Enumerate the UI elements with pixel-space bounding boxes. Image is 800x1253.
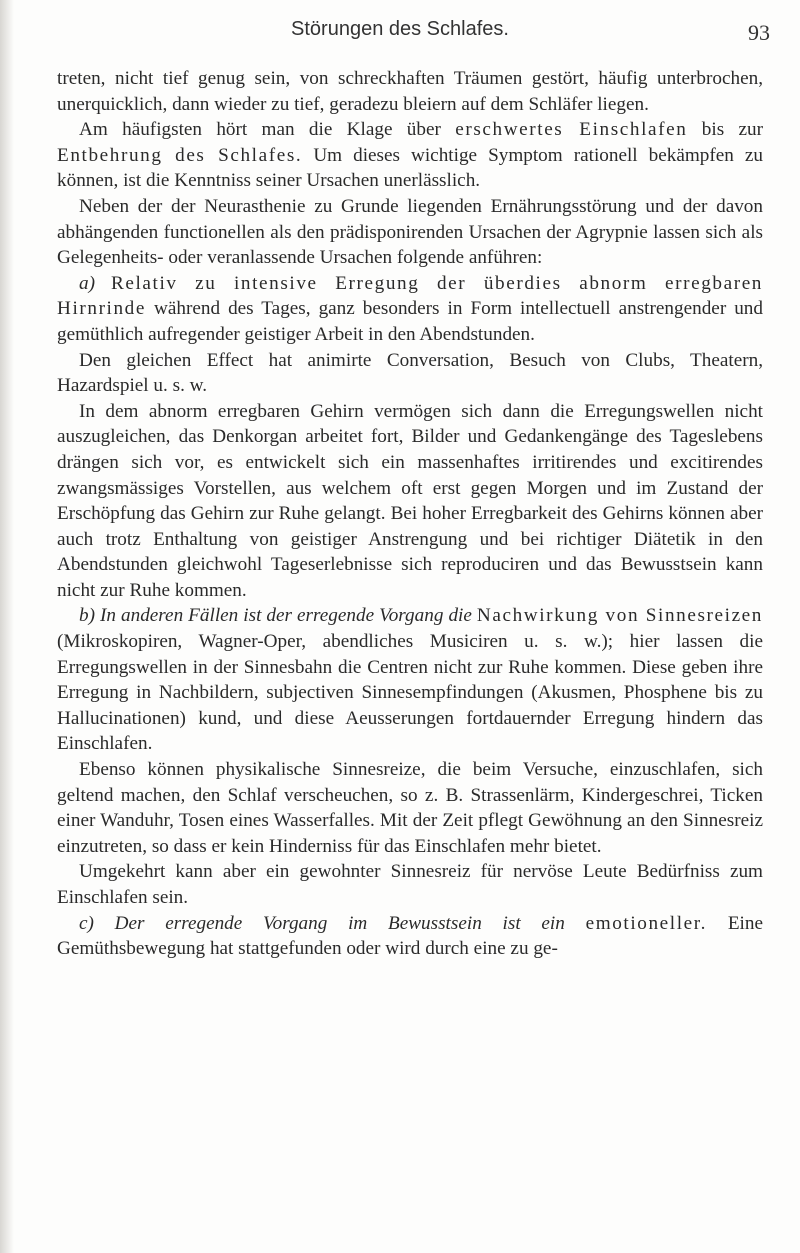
- paragraph-same-effect: [57, 348, 763, 399]
- body-text: [57, 66, 763, 962]
- emphasis-term: Nachwirkung von Sinnesreizen: [476, 605, 763, 627]
- paragraph-habitual-stimulus: [57, 859, 763, 910]
- paragraph-causes-intro: [57, 194, 763, 271]
- text-run: Den gleichen Effect hat animirte Conversation, Besuch von Clubs, Theatern, Hazardspiel u. s. w.: [57, 349, 763, 397]
- text-run: während des Tages, ganz besonders in Form intellectuell anstrengender und gemüthlich aufregender geistiger Arbeit in den Abendstunden.: [57, 298, 763, 345]
- page-number: 93: [748, 20, 770, 45]
- text-run: Eine Gemüthsbewegung hat stattgefunden oder wird durch eine zu ge-: [57, 912, 763, 960]
- paragraph-cause-a: [57, 271, 763, 348]
- text-run: In dem abnorm erregbaren Gehirn vermögen sich dann die Erregungswellen nicht auszugleichen, das Denkorgan arbeitet fort, Bilder und Gedankengänge des Tageslebens drängen sich vor, es entwickelt sich ein massenhaftes irritirendes und excitirendes zwangsmässiges Vorstellen, aus welchem oft erst gegen Morgen und im Zustand der Erschöpfung das Gehirn zur Ruhe gelangt. Bei hoher Erregbarkeit des Gehirns können aber auch trotz Enthaltung von geistiger Anstrengung und bei richtiger Diätetik in den Abendstunden gleichwohl Tageserlebnisse sich reproduciren und das Bewusstsein kann nicht zur Ruhe kommen.: [57, 400, 763, 601]
- paragraph-excitable-brain: [57, 399, 763, 604]
- running-header: [0, 18, 800, 48]
- text-run: Umgekehrt kann aber ein gewohnter Sinnesreiz für nervöse Leute Bedürfniss zum Einschlafen sein.: [57, 861, 763, 908]
- paragraph-cause-c: [57, 911, 763, 962]
- text-run: b) In anderen Fällen ist der erregende Vorgang die: [79, 605, 477, 627]
- text-run: Am häufigsten hört man die Klage über: [79, 119, 456, 141]
- paragraph-physical-stimuli: [57, 757, 763, 859]
- page-gutter-shadow: [0, 0, 14, 1253]
- text-run: Ebenso können physikalische Sinnesreize, die beim Versuche, einzuschlafen, sich geltend machen, den Schlaf verscheuchen, so z. B. Strassenlärm, Kindergeschrei, Ticken einer Wanduhr, Tosen eines Wasserfalles. Mit der Zeit pflegt Gewöhnung an den Sinnesreiz einzutreten, so dass er kein Hinderniss für das Einschlafen mehr bietet.: [57, 759, 763, 857]
- emphasis-term: emotioneller.: [585, 912, 708, 934]
- text-run: treten, nicht tief genug sein, von schreckhaften Träumen gestört, häufig unterbrochen, unerquicklich, dann wieder zu tief, geradezu bleiern auf dem Schläfer liegen.: [57, 68, 763, 115]
- text-run: (Mikroskopiren, Wagner-Oper, abendliches Musiciren u. s. w.); hier lassen die Erregungswellen in der Sinnesbahn die Centren nicht zur Ruhe kommen. Diese geben ihre Erregung in Nachbildern, subjectiven Sinnesempfindungen (Akusmen, Phosphene bis zu Hallucinationen) kund, und diese Aeusserungen fortdauernder Erregung hindern das Einschlafen.: [57, 631, 763, 755]
- paragraph-insomnia-complaint: [57, 117, 763, 194]
- item-marker: a): [79, 272, 111, 294]
- text-run: c) Der erregende Vorgang im Bewusstsein ist ein: [79, 912, 586, 934]
- text-run: bis zur: [687, 119, 763, 141]
- emphasis-term: Entbehrung des Schlafes.: [57, 144, 303, 166]
- text-run: Um dieses wichtige Symptom rationell bekämpfen zu können, ist die Kenntniss seiner Ursachen unerlässlich.: [57, 144, 763, 192]
- paragraph-continuation: [57, 66, 763, 117]
- paragraph-cause-b: [57, 603, 763, 757]
- running-title: Störungen des Schlafes.: [291, 18, 509, 40]
- text-run: Neben der der Neurasthenie zu Grunde liegenden Ernährungsstörung und der davon abhängenden functionellen als den prädisponirenden Ursachen der Agrypnie lassen sich als Gelegenheits- oder veranlassende Ursachen folgende anführen:: [57, 195, 763, 269]
- emphasis-term: Relativ zu intensive Erregung der überdies abnorm erregbaren Hirnrinde: [57, 272, 763, 320]
- emphasis-term: erschwertes Einschlafen: [455, 119, 688, 141]
